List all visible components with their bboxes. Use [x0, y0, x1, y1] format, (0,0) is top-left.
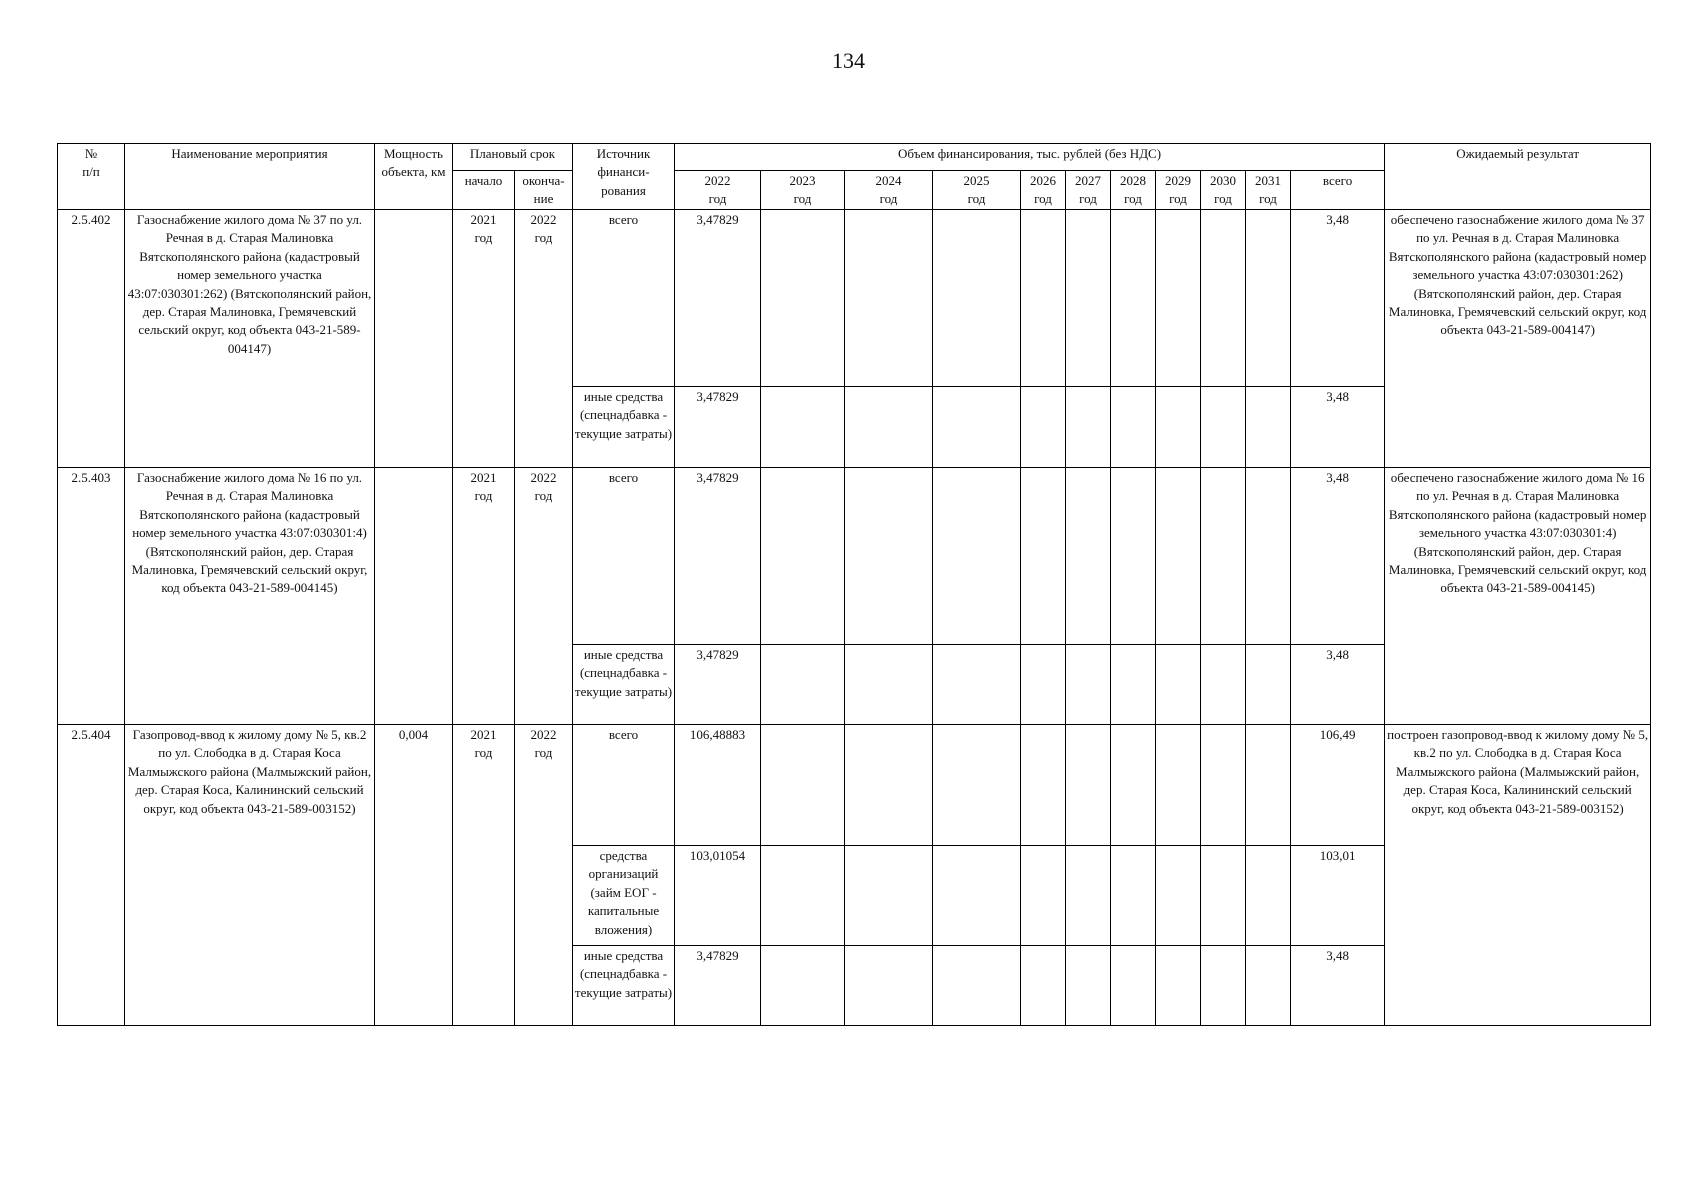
value-empty — [1201, 946, 1246, 1026]
value-empty — [933, 725, 1021, 846]
row-capacity — [375, 468, 453, 725]
value-empty — [1156, 210, 1201, 387]
value-empty — [1066, 645, 1111, 725]
source-label: всего — [573, 725, 675, 846]
value-empty — [1021, 468, 1066, 645]
value-empty — [1246, 725, 1291, 846]
value-empty — [845, 846, 933, 946]
row-name: Газопровод-ввод к жилому дому № 5, кв.2 по ул. Слободка в д. Старая Коса Малмыжского района (Малмыжский район, дер. Старая Коса, Калининский сельский округ, код объекта 043-21-589-003152) — [125, 725, 375, 1026]
value-empty — [1021, 210, 1066, 387]
value-empty — [1066, 387, 1111, 468]
row-start: 2021 год — [453, 725, 515, 1026]
header-year-7: 2029 год — [1156, 171, 1201, 210]
row-num: 2.5.402 — [58, 210, 125, 468]
value-empty — [761, 846, 845, 946]
value-empty — [1246, 946, 1291, 1026]
value-empty — [845, 946, 933, 1026]
header-funding: Объем финансирования, тыс. рублей (без НДС) — [675, 144, 1385, 171]
value-empty — [933, 387, 1021, 468]
source-label: иные средства (спецнадбавка - текущие затраты) — [573, 645, 675, 725]
value-empty — [761, 387, 845, 468]
value-empty — [761, 468, 845, 645]
funding-table — [57, 143, 1651, 1026]
value-total: 3,48 — [1291, 210, 1385, 387]
table-row — [58, 468, 1651, 645]
value-empty — [933, 946, 1021, 1026]
table-row — [58, 210, 1651, 387]
value-empty — [845, 725, 933, 846]
value-empty — [1111, 946, 1156, 1026]
value-empty — [1156, 468, 1201, 645]
header-num: № п/п — [58, 144, 125, 210]
value-empty — [1111, 468, 1156, 645]
header-year-5: 2027 год — [1066, 171, 1111, 210]
value-empty — [845, 387, 933, 468]
value-empty — [1156, 645, 1201, 725]
value-empty — [1021, 725, 1066, 846]
value-empty — [761, 645, 845, 725]
row-name: Газоснабжение жилого дома № 37 по ул. Речная в д. Старая Малиновка Вятскополянского района (кадастровый номер земельного участка 43:07:030301:262) (Вятскополянский район, дер. Старая Малиновка, Гремячевский сельский округ, код объекта 043-21-589-004147) — [125, 210, 375, 468]
value-empty — [1246, 387, 1291, 468]
value-empty — [1111, 846, 1156, 946]
value-empty — [1066, 946, 1111, 1026]
header-total: всего — [1291, 171, 1385, 210]
value-empty — [1201, 210, 1246, 387]
value-empty — [933, 645, 1021, 725]
value-empty — [1201, 387, 1246, 468]
header-end: оконча- ние — [515, 171, 573, 210]
value-empty — [1021, 846, 1066, 946]
value-empty — [1066, 468, 1111, 645]
value-empty — [1246, 645, 1291, 725]
header-plan-term: Плановый срок — [453, 144, 573, 171]
value-empty — [1246, 210, 1291, 387]
value-empty — [933, 468, 1021, 645]
source-label: иные средства (спецнадбавка - текущие затраты) — [573, 946, 675, 1026]
header-capacity: Мощность объекта, км — [375, 144, 453, 210]
value-total: 3,48 — [1291, 645, 1385, 725]
value-empty — [1111, 387, 1156, 468]
value-2022: 3,47829 — [675, 468, 761, 645]
row-num: 2.5.403 — [58, 468, 125, 725]
value-empty — [1201, 725, 1246, 846]
header-result: Ожидаемый результат — [1385, 144, 1651, 210]
row-capacity — [375, 210, 453, 468]
row-end: 2022 год — [515, 725, 573, 1026]
source-label: всего — [573, 468, 675, 645]
header-year-8: 2030 год — [1201, 171, 1246, 210]
value-empty — [1021, 387, 1066, 468]
value-empty — [1066, 846, 1111, 946]
value-empty — [933, 846, 1021, 946]
row-end: 2022 год — [515, 210, 573, 468]
header-year-6: 2028 год — [1111, 171, 1156, 210]
value-empty — [845, 645, 933, 725]
value-empty — [1156, 387, 1201, 468]
source-label: всего — [573, 210, 675, 387]
header-source: Источник финанси- рования — [573, 144, 675, 210]
value-empty — [761, 725, 845, 846]
value-2022: 106,48883 — [675, 725, 761, 846]
value-total: 103,01 — [1291, 846, 1385, 946]
value-total: 106,49 — [1291, 725, 1385, 846]
header-start: начало — [453, 171, 515, 210]
row-start: 2021 год — [453, 468, 515, 725]
page-number: 134 — [832, 48, 865, 73]
value-2022: 103,01054 — [675, 846, 761, 946]
value-empty — [761, 210, 845, 387]
row-capacity: 0,004 — [375, 725, 453, 1026]
value-empty — [1201, 645, 1246, 725]
value-total: 3,48 — [1291, 387, 1385, 468]
row-start: 2021 год — [453, 210, 515, 468]
source-label: средства организаций (займ ЕОГ - капитальные вложения) — [573, 846, 675, 946]
value-empty — [1201, 846, 1246, 946]
value-empty — [761, 946, 845, 1026]
row-num: 2.5.404 — [58, 725, 125, 1026]
value-empty — [845, 468, 933, 645]
header-year-9: 2031 год — [1246, 171, 1291, 210]
value-2022: 3,47829 — [675, 210, 761, 387]
value-2022: 3,47829 — [675, 946, 761, 1026]
value-empty — [1201, 468, 1246, 645]
value-empty — [933, 210, 1021, 387]
value-empty — [1156, 725, 1201, 846]
value-empty — [1021, 946, 1066, 1026]
header-year-4: 2026 год — [1021, 171, 1066, 210]
value-empty — [1021, 645, 1066, 725]
value-empty — [1111, 210, 1156, 387]
value-empty — [1156, 846, 1201, 946]
header-year-1: 2023 год — [761, 171, 845, 210]
source-label: иные средства (спецнадбавка - текущие затраты) — [573, 387, 675, 468]
value-empty — [1066, 210, 1111, 387]
value-2022: 3,47829 — [675, 387, 761, 468]
value-empty — [845, 210, 933, 387]
row-result: построен газопровод-ввод к жилому дому № 5, кв.2 по ул. Слободка в д. Старая Коса Малмыжского района (Малмыжский район, дер. Старая Коса, Калининский сельский округ, код объекта 043-21-589-003152) — [1385, 725, 1651, 1026]
header-year-2: 2024 год — [845, 171, 933, 210]
row-result: обеспечено газоснабжение жилого дома № 16 по ул. Речная в д. Старая Малиновка Вятскополянского района (кадастровый номер земельного участка 43:07:030301:4) (Вятскополянский район, дер. Старая Малиновка, Гремячевский сельский округ, код объекта 043-21-589-004145) — [1385, 468, 1651, 725]
header-name: Наименование мероприятия — [125, 144, 375, 210]
value-empty — [1246, 846, 1291, 946]
row-name: Газоснабжение жилого дома № 16 по ул. Речная в д. Старая Малиновка Вятскополянского района (кадастровый номер земельного участка 43:07:030301:4) (Вятскополянский район, дер. Старая Малиновка, Гремячевский сельский округ, код объекта 043-21-589-004145) — [125, 468, 375, 725]
value-empty — [1066, 725, 1111, 846]
value-empty — [1111, 725, 1156, 846]
value-empty — [1246, 468, 1291, 645]
row-end: 2022 год — [515, 468, 573, 725]
value-empty — [1111, 645, 1156, 725]
header-year-3: 2025 год — [933, 171, 1021, 210]
value-empty — [1156, 946, 1201, 1026]
value-total: 3,48 — [1291, 946, 1385, 1026]
header-year-0: 2022 год — [675, 171, 761, 210]
table-row — [58, 725, 1651, 846]
value-total: 3,48 — [1291, 468, 1385, 645]
row-result: обеспечено газоснабжение жилого дома № 37 по ул. Речная в д. Старая Малиновка Вятскополянского района (кадастровый номер земельного участка 43:07:030301:262) (Вятскополянский район, дер. Старая Малиновка, Гремячевский сельский округ, код объекта 043-21-589-004147) — [1385, 210, 1651, 468]
value-2022: 3,47829 — [675, 645, 761, 725]
